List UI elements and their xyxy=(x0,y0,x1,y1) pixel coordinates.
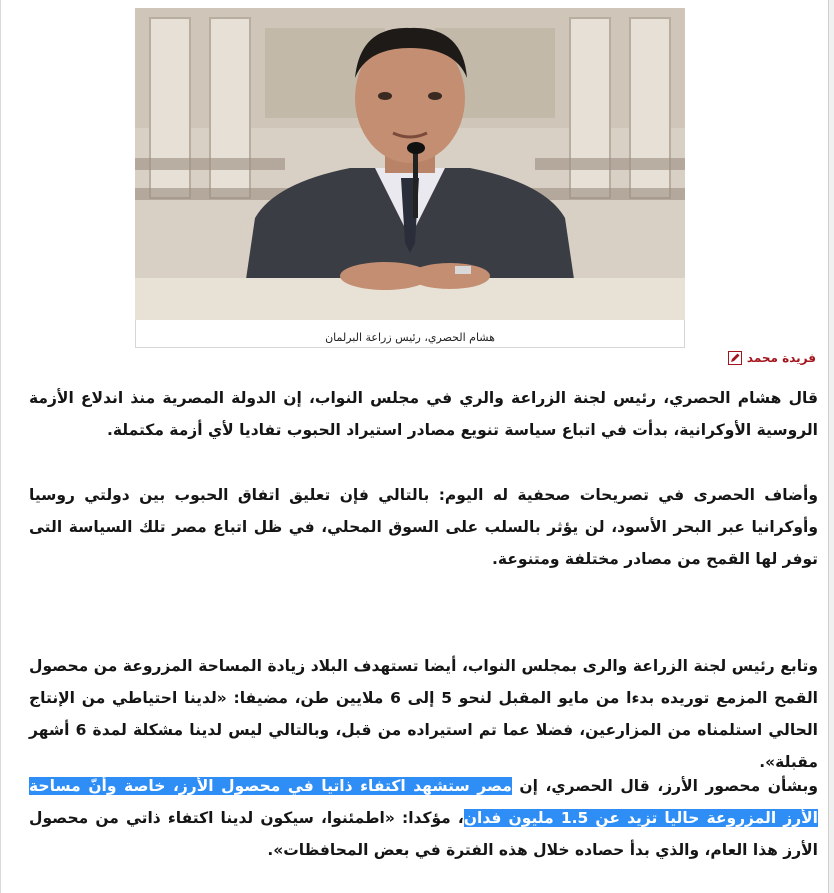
photo-illustration xyxy=(135,8,685,320)
pencil-icon xyxy=(728,351,742,365)
paragraph-4-end: ، مؤكدا: «اطمئنوا، سيكون لدينا اكتفاء ذاتي من محصول الأرز هذا العام، والذي بدأ حصاده خلال هذه الفترة في بعض المحافظات». xyxy=(29,809,818,859)
article-photo xyxy=(135,8,685,320)
photo-caption: هشام الحصري، رئيس زراعة البرلمان xyxy=(135,320,685,348)
scrollbar[interactable] xyxy=(828,0,834,893)
author-byline[interactable] xyxy=(728,348,816,368)
author-name[interactable]: فريدة محمد xyxy=(746,351,816,365)
paragraph-4-start: وبشأن محصور الأرز، قال الحصري، إن xyxy=(511,777,818,795)
paragraph-3: وتابع رئيس لجنة الزراعة والرى بمجلس النواب، أيضا تستهدف البلاد زيادة المساحة المزروعة من محصول القمح المزمع توريده بدءا من مايو المقبل لنحو 5 إلى 6 ملايين طن، مضيفا: «لدينا احتياطي من الإنتاج الحالي استلمناه من المزارعين، فضلا عما تم استيراده من قبل، وبالتالي ليس لدينا مشكلة لمدة 6 أشهر مقبلة». xyxy=(29,657,818,771)
paragraph-2: وأضاف الحصرى في تصريحات صحفية له اليوم: بالتالي فإن تعليق اتفاق الحبوب بين دولتي روسيا وأوكرانيا عبر البحر الأسود، لن يؤثر بالسلب على السوق المحلي، في ظل اتباع مصر تلك السياسة التى توفر لها القمح من مصادر مختلفة ومتنوعة. xyxy=(29,486,818,568)
paragraph-4 xyxy=(29,770,818,866)
paragraph-1: قال هشام الحصري، رئيس لجنة الزراعة والري في مجلس النواب، إن الدولة المصرية منذ اندلاع الأزمة الروسية الأوكرانية، بدأت في اتباع سياسة تنويع مصادر استيراد الحبوب تفاديا لأي أزمة مكتملة. xyxy=(29,389,818,439)
highlighted-text[interactable]: مصر ستشهد اكتفاء ذاتيا في محصول الأرز، خاصة وأنّ مساحة الأرز المزروعة حاليا تزيد عن 1.5 مليون فدان xyxy=(29,777,818,827)
